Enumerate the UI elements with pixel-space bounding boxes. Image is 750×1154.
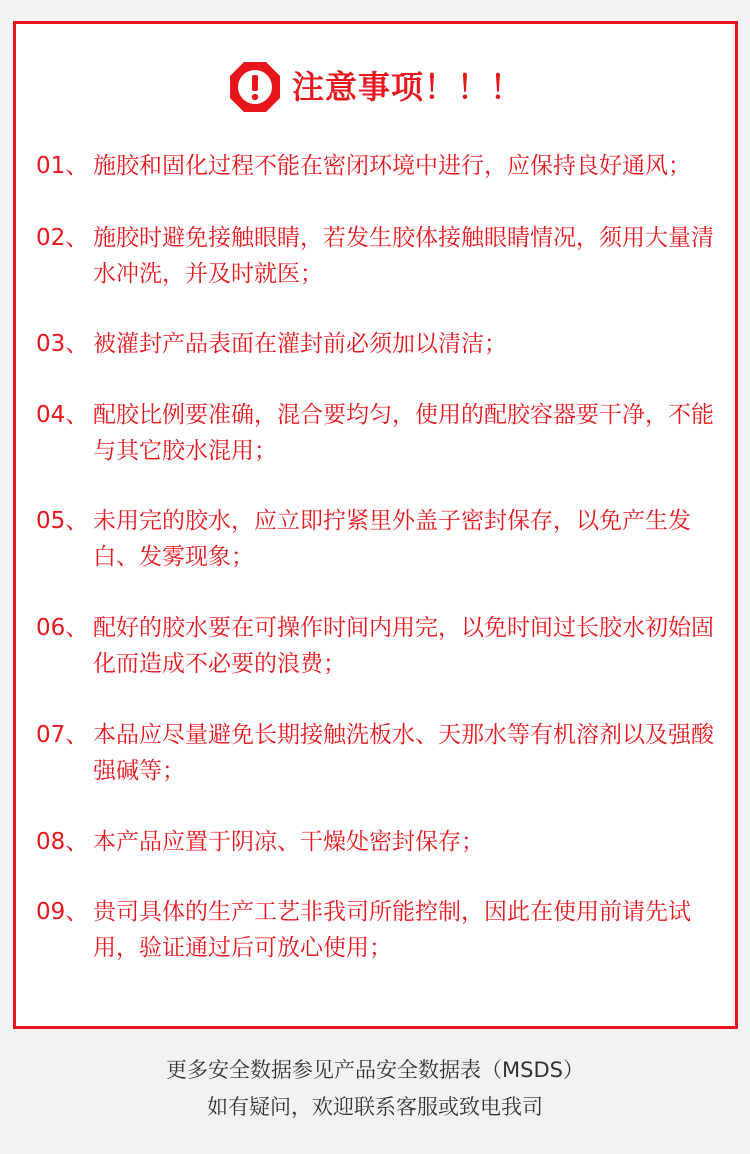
notice-item-text: 本品应尽量避免长期接触洗板水、天那水等有机溶剂以及强酸强碱等； (93, 722, 714, 784)
notice-item (36, 397, 717, 469)
notice-item-number: 07、 (36, 722, 89, 748)
notice-item-number: 04、 (36, 402, 89, 428)
footer-note (0, 1052, 750, 1126)
notice-item-number: 02、 (36, 225, 89, 251)
notice-item-number: 03、 (36, 331, 89, 357)
notice-heading (16, 60, 735, 114)
notice-item-number: 05、 (36, 508, 89, 534)
notice-item (36, 326, 717, 362)
notice-item-text: 配好的胶水要在可操作时间内用完，以免时间过长胶水初始固化而造成不必要的浪费； (93, 615, 714, 677)
notice-item-text: 配胶比例要准确，混合要均匀，使用的配胶容器要干净，不能与其它胶水混用； (93, 402, 714, 464)
notice-item-text: 本产品应置于阴凉、干燥处密封保存； (93, 829, 484, 855)
notice-title: 注意事项！！！ (291, 68, 523, 106)
footer-contact-line: 如有疑问，欢迎联系客服或致电我司 (207, 1095, 543, 1119)
notice-item (36, 894, 717, 966)
notice-item (36, 220, 717, 292)
notice-item-text: 贵司具体的生产工艺非我司所能控制，因此在使用前请先试用，验证通过后可放心使用； (93, 899, 691, 961)
notice-item-text: 被灌封产品表面在灌封前必须加以清洁； (93, 331, 507, 357)
notice-item (36, 824, 717, 860)
notice-item-number: 06、 (36, 615, 89, 641)
footer-msds-line: 更多安全数据参见产品安全数据表（MSDS） (166, 1058, 584, 1082)
notice-item-text: 施胶时避免接触眼睛，若发生胶体接触眼睛情况，须用大量清水冲洗，并及时就医； (93, 225, 714, 287)
notice-item-number: 01、 (36, 153, 89, 179)
notice-item-text: 施胶和固化过程不能在密闭环境中进行，应保持良好通风； (93, 153, 691, 179)
notice-item (36, 610, 717, 682)
notice-item (36, 148, 717, 184)
notice-item-number: 08、 (36, 829, 89, 855)
notice-item-number: 09、 (36, 899, 89, 925)
notice-item (36, 717, 717, 789)
notice-item-text: 未用完的胶水，应立即拧紧里外盖子密封保存，以免产生发白、发雾现象； (93, 508, 691, 570)
warning-octagon-icon (228, 60, 282, 114)
notice-list (36, 148, 717, 966)
notice-box (13, 21, 738, 1029)
notice-item (36, 503, 717, 575)
